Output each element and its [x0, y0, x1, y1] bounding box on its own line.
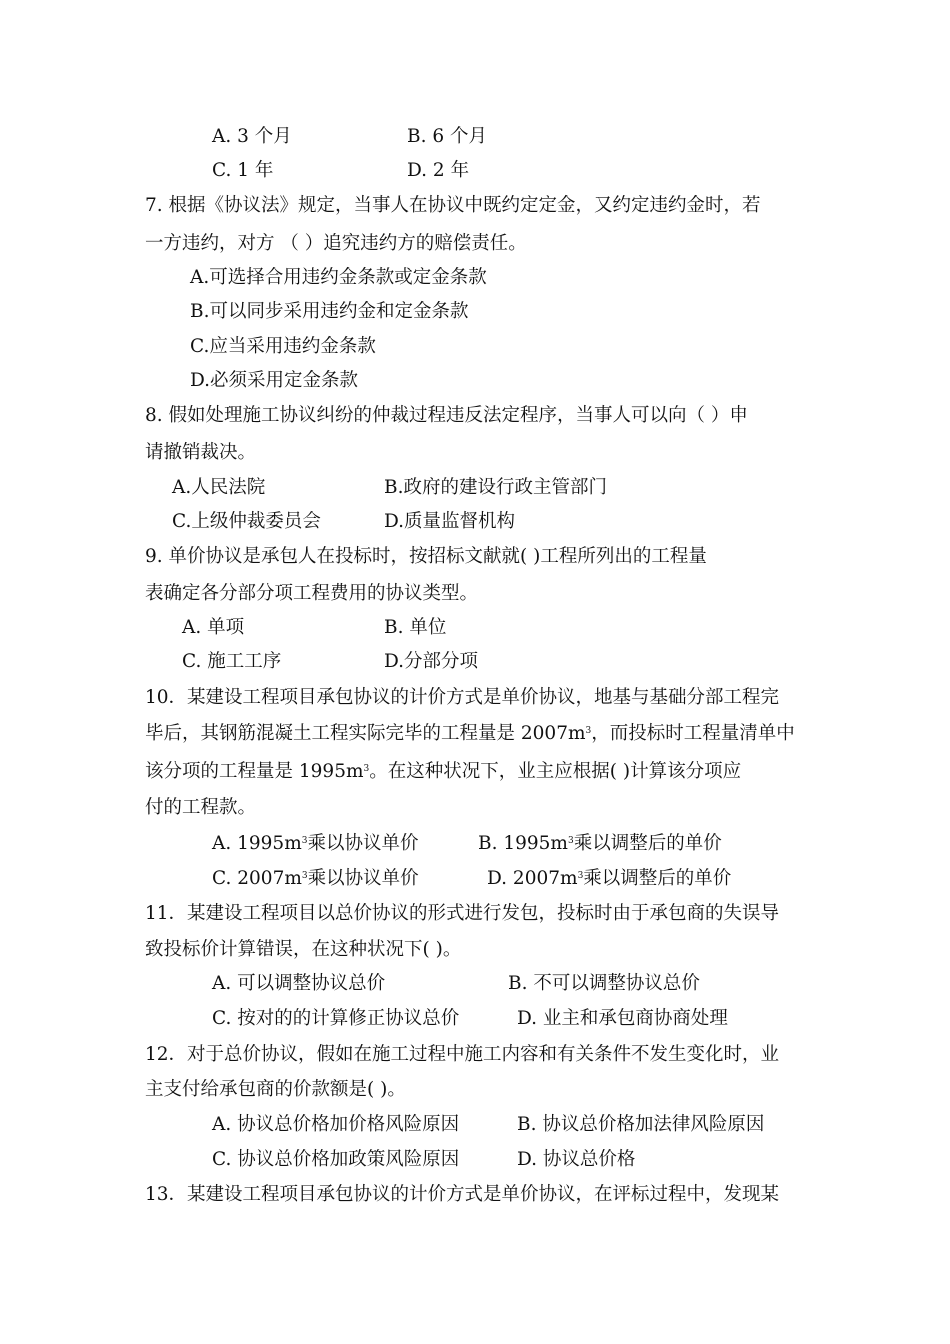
q10-stem-line3: 该分项的工程量是 $1995m^3$。在这种状况下，业主应根据( )计算该分项应 — [145, 761, 742, 782]
q10-stem-line1: 10．某建设工程项目承包协议的计价方式是单价协议，地基与基础分部工程完 — [145, 687, 780, 708]
q9-stem-line1: 9. 单价协议是承包人在投标时，按招标文献就( )工程所列出的工程量 — [145, 546, 707, 567]
q11-option-a: A. 可以调整协议总价 — [212, 973, 386, 994]
q12-option-a: A. 协议总价格加价格风险原因 — [212, 1114, 460, 1135]
q9-stem-line2: 表确定各分部分项工程费用的协议类型。 — [145, 583, 479, 604]
q13-stem-line1: 13．某建设工程项目承包协议的计价方式是单价协议，在评标过程中，发现某 — [145, 1184, 780, 1205]
q12-option-d: D. 协议总价格 — [517, 1149, 636, 1170]
q11-option-d: D. 业主和承包商协商处理 — [517, 1008, 728, 1029]
q8-stem-line1: 8. 假如处理施工协议纠纷的仲裁过程违反法定程序，当事人可以向（ ）申 — [145, 405, 748, 426]
q8-stem-line2: 请撤销裁决。 — [145, 442, 257, 463]
q6-option-c: C. 1 年 — [212, 160, 274, 181]
q10-option-b: B. $1995m^3$乘以调整后的单价 — [478, 833, 722, 854]
q7-option-c: C.应当采用违约金条款 — [190, 336, 376, 357]
q11-option-b: B. 不可以调整协议总价 — [508, 973, 700, 994]
q7-option-b: B.可以同步采用违约金和定金条款 — [190, 301, 469, 322]
q6-option-a: A. 3 个月 — [212, 126, 292, 147]
q8-option-a: A.人民法院 — [172, 477, 266, 498]
q12-option-c: C. 协议总价格加政策风险原因 — [212, 1149, 460, 1170]
q8-option-d: D.质量监督机构 — [384, 511, 516, 532]
q7-option-a: A.可选择合用违约金条款或定金条款 — [190, 267, 487, 288]
q12-stem-line1: 12．对于总价协议，假如在施工过程中施工内容和有关条件不发生变化时，业 — [145, 1044, 780, 1065]
q8-option-b: B.政府的建设行政主管部门 — [384, 477, 607, 498]
q9-option-d: D.分部分项 — [384, 651, 479, 672]
q7-option-d: D.必须采用定金条款 — [190, 370, 359, 391]
q10-option-a: A. $1995m^3$乘以协议单价 — [212, 833, 419, 854]
q10-stem-line2: 毕后，其钢筋混凝土工程实际完毕的工程量是 $2007m^3$，而投标时工程量清单中 — [145, 723, 795, 744]
q9-option-a: A. 单项 — [182, 617, 245, 638]
q11-option-c: C. 按对的的计算修正协议总价 — [212, 1008, 460, 1029]
q10-stem-line4: 付的工程款。 — [145, 797, 257, 818]
q7-stem-line2: 一方违约，对方 （ ）追究违约方的赔偿责任。 — [145, 233, 527, 254]
q7-stem-line1: 7. 根据《协议法》规定，当事人在协议中既约定定金，又约定违约金时，若 — [145, 195, 761, 216]
q8-option-c: C.上级仲裁委员会 — [172, 511, 321, 532]
q11-stem-line2: 致投标价计算错误，在这种状况下( )。 — [145, 939, 462, 960]
q6-option-d: D. 2 年 — [407, 160, 470, 181]
q9-option-b: B. 单位 — [384, 617, 447, 638]
q12-option-b: B. 协议总价格加法律风险原因 — [517, 1114, 765, 1135]
q10-option-d: D. $2007m^3$乘以调整后的单价 — [487, 868, 732, 889]
q9-option-c: C. 施工工序 — [182, 651, 282, 672]
q12-stem-line2: 主支付给承包商的价款额是( )。 — [145, 1079, 406, 1100]
q10-option-c: C. $2007m^3$乘以协议单价 — [212, 868, 419, 889]
q6-option-b: B. 6 个月 — [407, 126, 488, 147]
q11-stem-line1: 11．某建设工程项目以总价协议的形式进行发包，投标时由于承包商的失误导 — [145, 903, 780, 924]
